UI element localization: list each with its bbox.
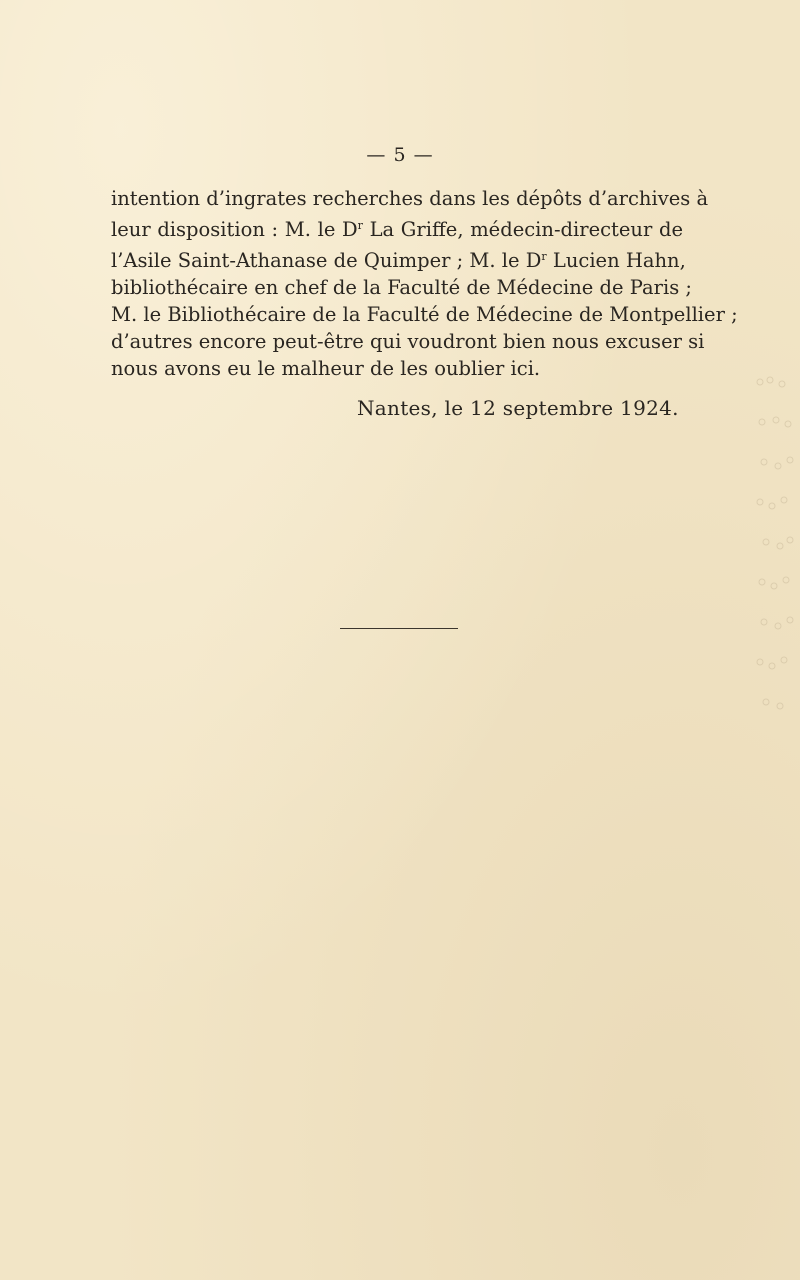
signoff-place-date: Nantes, le 12 septembre 1924. — [357, 396, 679, 420]
paragraph-line — [111, 212, 683, 243]
line-text: Lucien Hahn, — [546, 249, 686, 272]
page-number: — 5 — — [366, 144, 434, 166]
paragraph-line — [111, 185, 709, 212]
superscript: r — [541, 250, 547, 263]
line-text: bibliothécaire en chef de la Faculté de Médecine de Paris ; — [111, 276, 692, 299]
line-text: l’Asile Saint-Athanase de Quimper ; M. le D — [111, 249, 542, 272]
line-text: M. le Bibliothécaire de la Faculté de Médecine de Montpellier ; — [111, 303, 738, 326]
line-text: leur disposition : M. le D — [111, 218, 358, 241]
paragraph-line — [111, 274, 692, 301]
line-text: La Griffe, médecin-directeur de — [362, 218, 683, 241]
superscript: r — [357, 219, 363, 232]
divider-rule — [340, 628, 458, 629]
paragraph-line — [111, 301, 738, 328]
line-text: nous avons eu le malheur de les oublier ici. — [111, 357, 541, 380]
body-paragraph — [111, 185, 738, 382]
paper-bleed-texture — [752, 370, 796, 750]
paragraph-line — [111, 243, 686, 274]
paragraph-line — [111, 328, 705, 355]
paragraph-line — [111, 355, 683, 382]
line-text: d’autres encore peut-être qui voudront bien nous excuser si — [111, 330, 705, 353]
line-text: intention d’ingrates recherches dans les dépôts d’archives à — [111, 187, 709, 210]
